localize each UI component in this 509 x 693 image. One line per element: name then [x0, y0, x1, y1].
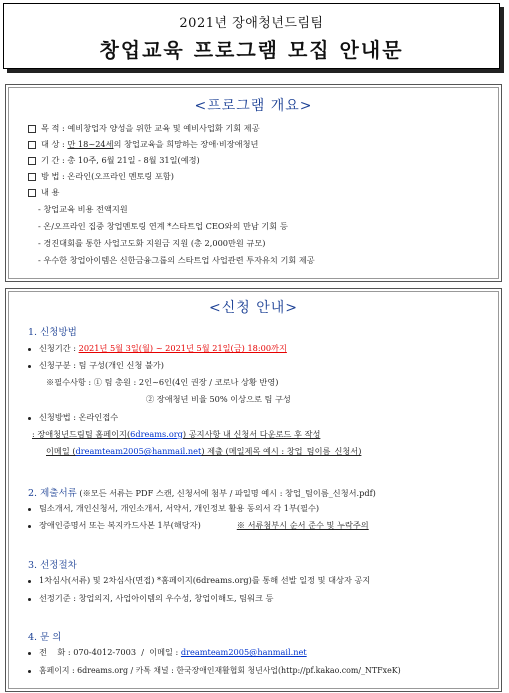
- overview-purpose: 목 적 : 예비창업자 양성을 위한 교육 및 예비사업화 기회 제공: [28, 123, 260, 134]
- checkbox-square-icon: [28, 189, 36, 197]
- checkbox-square-icon: [28, 157, 36, 165]
- overview-content-item: - 온/오프라인 집중 창업멘토링 연계 *스타트업 CEO와의 만남 기회 등: [38, 221, 288, 231]
- checkbox-square-icon: [28, 173, 36, 181]
- section-heading: 2. 제출서류: [28, 488, 77, 499]
- bullet-icon: [28, 580, 31, 583]
- checkbox-square-icon: [28, 141, 36, 149]
- bullet-icon: [28, 508, 31, 511]
- bullet-icon: [28, 598, 31, 601]
- overview-period: 기 간 : 총 10주, 6월 21일 - 8월 31일(예정): [28, 155, 200, 166]
- document-item: 팀소개서, 개인신청서, 개인소개서, 서약서, 개인정보 활용 동의서 각 1부(필수): [28, 503, 319, 514]
- selection-item: 1차심사(서류) 및 2차심사(면접) *홈페이지(6dreams.org)를 통해 선발 일정 및 대상자 공지: [28, 575, 370, 586]
- apply-requirement-1: ※필수사항 : ① 팀 총원 : 2인~6인(4인 권장 / 코로나 상황 반영): [46, 377, 279, 387]
- website-link[interactable]: 6dreams.org: [130, 429, 183, 439]
- overview-content-item: - 경진대회를 통한 사업고도화 지원금 지원 (총 2,000만원 규모): [38, 238, 266, 248]
- overview-target: 대 상 : 만 18~24세의 창업교육을 희망하는 장애·비장애청년: [28, 139, 258, 150]
- contact-email-link[interactable]: dreamteam2005@hanmail.net: [180, 647, 307, 657]
- header-title: 창업교육 프로그램 모집 안내문: [99, 38, 404, 62]
- overview-method: 방 법 : 온라인(오프라인 멘토링 포함): [28, 171, 174, 182]
- apply-method: 신청방법 : 온라인접수: [28, 412, 118, 423]
- apply-website-line: : 장애청년드림팀 홈페이지(6dreams.org) 공지사항 내 신청서 다운로드 후 작성: [32, 429, 321, 439]
- apply-requirement-2: ② 장애청년 비율 50% 이상으로 팀 구성: [146, 394, 291, 404]
- apply-period: 신청기간 : 2021년 5월 3일(월) ~ 2021년 5월 21일(금) 18:00까지: [28, 343, 287, 354]
- bullet-icon: [28, 670, 31, 673]
- overview-section: [5, 84, 502, 282]
- apply-type: 신청구분 : 팀 구성(개인 신청 불가): [28, 360, 164, 371]
- overview-content-item: - 창업교육 비용 전액지원: [38, 204, 128, 214]
- header-subtitle: 2021년 장애청년드림팀: [179, 16, 324, 31]
- contact-homepage: 홈페이지 : 6dreams.org / 카톡 채널 : 한국장애인재활협회 청년사업(http://pf.kakao.com/_NTFxeK): [28, 665, 401, 676]
- overview-content-item: - 우수한 창업아이템은 신한금융그룹의 스타트업 사업관련 투자유치 기회 제공: [38, 255, 315, 265]
- section-heading: 4. 문 의: [28, 632, 62, 643]
- header-box: [3, 3, 500, 69]
- selection-item: 선정기준 : 창업의지, 사업아이템의 우수성, 창업이해도, 팀워크 등: [28, 593, 273, 604]
- apply-section: [5, 288, 502, 692]
- checkbox-square-icon: [28, 125, 36, 133]
- overview-title: <프로그램 개요>: [194, 98, 313, 114]
- overview-content-label: 내 용: [28, 187, 59, 198]
- bullet-icon: [28, 652, 31, 655]
- contact-phone-email: 전 화 : 070-4012-7003 / 이메일 : dreamteam2005@hanmail.net: [28, 647, 307, 658]
- section-heading: 3. 선정절차: [28, 560, 77, 571]
- email-link[interactable]: dreamteam2005@hanmail.net: [75, 446, 202, 456]
- section-heading: 1. 신청방법: [28, 327, 77, 338]
- documents-heading-line: 2. 제출서류 (※모든 서류는 PDF 스캔, 신청서에 첨부 / 파일명 예시 : 창업_팀이름_신청서.pdf): [28, 488, 376, 499]
- bullet-icon: [28, 417, 31, 420]
- bullet-icon: [28, 365, 31, 368]
- apply-email-line: 이메일 (dreamteam2005@hanmail.net) 제출 (메일제목 예시 : 창업_팀이름_신청서): [46, 446, 362, 456]
- bullet-icon: [28, 525, 31, 528]
- document-item: 장애인증명서 또는 복지카드사본 1부(해당자) ※ 서류첨부시 순서 준수 및 누락주의: [28, 520, 369, 531]
- apply-title: <신청 안내>: [208, 300, 298, 316]
- bullet-icon: [28, 348, 31, 351]
